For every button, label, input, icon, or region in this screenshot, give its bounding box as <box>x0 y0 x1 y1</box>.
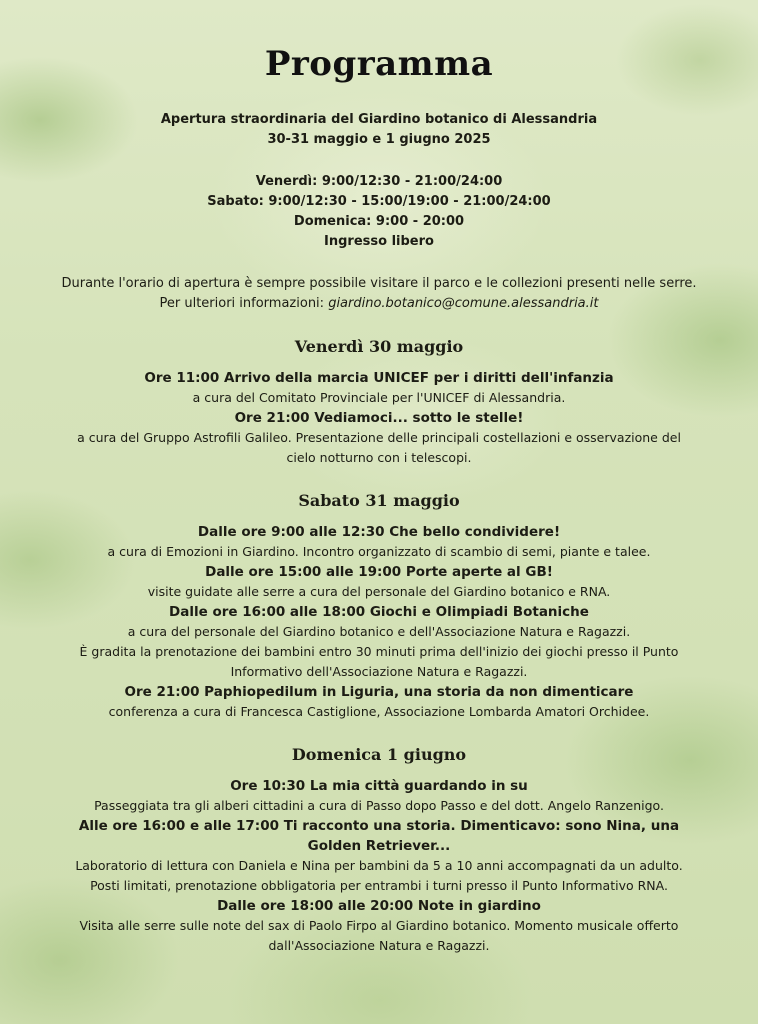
intro-subtitle: Apertura straordinaria del Giardino botanico di Alessandria <box>160 112 598 127</box>
event-item <box>22 522 736 562</box>
event-item <box>22 816 736 896</box>
day-heading-saturday: Sabato 31 maggio <box>298 491 460 510</box>
programme-content <box>22 0 736 956</box>
event-title: Dalle ore 16:00 alle 18:00 Giochi e Olimpiadi Botaniche <box>169 604 589 620</box>
event-item <box>22 368 736 408</box>
event-description: a cura di Emozioni in Giardino. Incontro organizzato di scambio di semi, piante e talee. <box>107 544 651 559</box>
event-title: Alle ore 16:00 e alle 17:00 Ti racconto una storia. Dimenticavo: sono Nina, una <box>78 818 680 834</box>
event-description: a cura del Comitato Provinciale per l'UNICEF di Alessandria. <box>192 390 566 405</box>
event-title: Ore 21:00 Paphiopedilum in Liguria, una storia da non dimenticare <box>124 684 634 700</box>
event-title: Ore 21:00 Vediamoci... sotto le stelle! <box>234 410 524 426</box>
event-item <box>22 408 736 468</box>
intro-dates: 30-31 maggio e 1 giugno 2025 <box>267 132 491 147</box>
event-item <box>22 896 736 956</box>
event-item <box>22 602 736 682</box>
event-item <box>22 562 736 602</box>
event-title: Dalle ore 18:00 alle 20:00 Note in giardino <box>217 898 541 914</box>
event-description: Visita alle serre sulle note del sax di Paolo Firpo al Giardino botanico. Momento musicale offerto <box>79 918 679 933</box>
event-description: Informativo dell'Associazione Natura e Ragazzi. <box>230 664 528 679</box>
day-section-friday <box>22 336 736 468</box>
hours-sunday: Domenica: 9:00 - 20:00 <box>293 214 465 229</box>
info-block <box>22 274 736 314</box>
event-description: È gradita la prenotazione dei bambini entro 30 minuti prima dell'inizio dei giochi presso il Punto <box>79 644 679 659</box>
event-description: Passeggiata tra gli alberi cittadini a cura di Passo dopo Passo e del dott. Angelo Ranzenigo. <box>94 798 664 813</box>
hours-friday: Venerdì: 9:00/12:30 - 21:00/24:00 <box>255 174 503 189</box>
event-description: visite guidate alle serre a cura del personale del Giardino botanico e RNA. <box>147 584 611 599</box>
event-title: Ore 10:30 La mia città guardando in su <box>230 778 528 794</box>
info-line: Durante l'orario di apertura è sempre possibile visitare il parco e le collezioni presenti nelle serre. <box>61 276 697 291</box>
event-description: Posti limitati, prenotazione obbligatoria per entrambi i turni presso il Punto Informativo RNA. <box>90 878 668 893</box>
event-description: cielo notturno con i telescopi. <box>286 450 472 465</box>
day-heading-sunday: Domenica 1 giugno <box>291 745 467 764</box>
info-contact <box>22 294 736 314</box>
info-email-link[interactable]: giardino.botanico@comune.alessandria.it <box>328 296 599 311</box>
event-item <box>22 682 736 722</box>
day-heading-friday: Venerdì 30 maggio <box>294 337 464 356</box>
event-title: Dalle ore 9:00 alle 12:30 Che bello condividere! <box>197 524 561 540</box>
event-description: dall'Associazione Natura e Ragazzi. <box>268 938 490 953</box>
event-item <box>22 776 736 816</box>
free-entry: Ingresso libero <box>324 234 434 249</box>
event-description: conferenza a cura di Francesca Castiglione, Associazione Lombarda Amatori Orchidee. <box>108 704 650 719</box>
event-title: Ore 11:00 Arrivo della marcia UNICEF per i diritti dell'infanzia <box>144 370 614 386</box>
day-section-saturday <box>22 490 736 722</box>
intro-block <box>22 110 736 150</box>
info-prefix: Per ulteriori informazioni: <box>159 296 329 311</box>
event-description: a cura del personale del Giardino botanico e dell'Associazione Natura e Ragazzi. <box>127 624 631 639</box>
event-description: Laboratorio di lettura con Daniela e Nina per bambini da 5 a 10 anni accompagnati da un adulto. <box>75 858 683 873</box>
day-section-sunday <box>22 744 736 956</box>
hours-saturday: Sabato: 9:00/12:30 - 15:00/19:00 - 21:00/24:00 <box>207 194 551 209</box>
event-title: Dalle ore 15:00 alle 19:00 Porte aperte al GB! <box>205 564 553 580</box>
event-description: a cura del Gruppo Astrofili Galileo. Presentazione delle principali costellazioni e osservazione del <box>77 430 681 445</box>
event-title: Golden Retriever... <box>307 838 451 854</box>
opening-hours <box>22 172 736 252</box>
page-title: Programma <box>264 44 494 84</box>
